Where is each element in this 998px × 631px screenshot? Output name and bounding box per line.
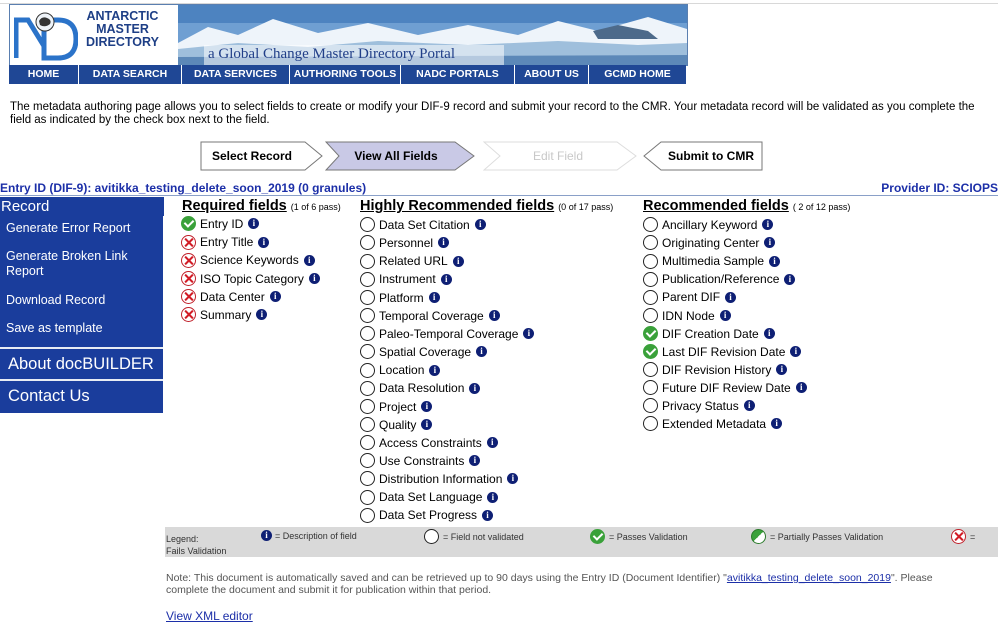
header-divider: [0, 195, 998, 196]
info-icon[interactable]: i: [720, 310, 731, 321]
sidebar-download-record[interactable]: Download Record: [6, 293, 106, 307]
field-use-constraints[interactable]: [360, 453, 480, 470]
field-parent-dif[interactable]: [643, 289, 736, 306]
info-icon[interactable]: i: [475, 219, 486, 230]
field-data-set-progress[interactable]: [360, 507, 493, 524]
field-label: Data Center: [200, 289, 265, 304]
empty-circle-icon: [360, 290, 375, 305]
field-temporal-coverage[interactable]: [360, 308, 500, 325]
field-dif-revision-history[interactable]: [643, 362, 787, 379]
legend-partial: [751, 530, 883, 545]
column-title-text: Required fields: [182, 198, 287, 214]
info-icon[interactable]: i: [421, 401, 432, 412]
field-summary[interactable]: [181, 307, 267, 324]
info-icon[interactable]: i: [438, 237, 449, 248]
info-icon[interactable]: i: [441, 274, 452, 285]
sidebar-about-docbuilder[interactable]: About docBUILDER: [8, 355, 154, 373]
info-icon[interactable]: i: [421, 419, 432, 430]
check-icon: [181, 216, 196, 231]
autosave-note: [166, 572, 976, 596]
field-label: Related URL: [379, 254, 448, 269]
empty-circle-icon: [360, 363, 375, 378]
legend-bar: [165, 527, 998, 557]
field-label: Science Keywords: [200, 253, 299, 268]
field-location[interactable]: [360, 362, 440, 379]
empty-circle-icon: [643, 416, 658, 431]
info-icon[interactable]: i: [725, 292, 736, 303]
field-distribution-information[interactable]: [360, 471, 518, 488]
field-originating-center[interactable]: [643, 235, 775, 252]
legend-text: = Field not validated: [443, 531, 524, 542]
step-label: Edit Field: [532, 149, 584, 163]
info-icon[interactable]: i: [764, 328, 775, 339]
fail-x-icon: [181, 289, 196, 304]
entry-id-heading: Entry ID (DIF-9): avitikka_testing_delete_soon_2019 (0 granules): [0, 181, 367, 195]
recommended-fields-title: [643, 198, 850, 214]
legend-passes: [590, 530, 688, 545]
provider-id: Provider ID: SCIOPS: [881, 181, 998, 195]
field-label: Last DIF Revision Date: [662, 344, 786, 359]
field-access-constraints[interactable]: [360, 435, 498, 452]
field-label: Use Constraints: [379, 453, 465, 468]
field-label: Paleo-Temporal Coverage: [379, 326, 519, 341]
field-paleo-temporal-coverage[interactable]: [360, 326, 534, 343]
info-icon[interactable]: i: [476, 346, 487, 357]
field-label: Temporal Coverage: [379, 308, 484, 323]
field-label: Privacy Status: [662, 399, 739, 413]
legend-fails-text: Fails Validation: [166, 546, 227, 556]
legend-text: =: [970, 531, 976, 542]
fail-x-icon: [181, 307, 196, 322]
portal-tagline: a Global Change Master Directory Portal: [208, 46, 456, 62]
info-icon[interactable]: i: [453, 256, 464, 267]
field-label: Quality: [379, 417, 417, 432]
info-icon[interactable]: i: [762, 219, 773, 230]
field-platform[interactable]: [360, 290, 440, 307]
field-label: Entry Title: [200, 235, 254, 250]
empty-circle-icon: [360, 453, 375, 468]
empty-circle-icon: [360, 399, 375, 414]
field-label: Access Constraints: [379, 435, 482, 450]
info-icon[interactable]: i: [769, 256, 780, 267]
field-label: Data Resolution: [379, 381, 465, 396]
field-label: DIF Creation Date: [662, 326, 759, 341]
empty-circle-icon: [360, 217, 375, 232]
intro-text: The metadata authoring page allows you to select fields to create or modify your DIF-9 record and submit your record to the CMR. Your metadata record will be validated as you complete the field as indicated by the check box next to the field.: [10, 101, 975, 126]
step-label: Select Record: [211, 149, 293, 163]
info-icon[interactable]: i: [764, 237, 775, 248]
note-text: ". Please complete the document and submit it for publication within that period.: [166, 572, 933, 596]
field-spatial-coverage[interactable]: [360, 344, 487, 361]
legend-text: = Partially Passes Validation: [770, 531, 884, 542]
empty-circle-icon: [643, 235, 658, 250]
field-label: Parent DIF: [662, 290, 721, 305]
field-dif-creation-date[interactable]: [643, 326, 775, 343]
sidebar-generate-error-report[interactable]: Generate Error Report: [6, 221, 131, 235]
field-label: Future DIF Review Date: [662, 380, 791, 395]
legend-description: [261, 531, 357, 542]
fail-x-icon: [181, 271, 196, 286]
info-icon[interactable]: i: [469, 455, 480, 466]
empty-circle-icon: [643, 362, 658, 377]
info-icon[interactable]: i: [487, 492, 498, 503]
partial-check-icon: [751, 529, 766, 544]
step-label: Submit to CMR: [668, 149, 754, 163]
empty-circle-icon: [360, 235, 375, 250]
site-banner: [9, 4, 688, 66]
column-title-text: Highly Recommended fields: [360, 198, 555, 214]
field-quality[interactable]: [360, 417, 432, 434]
field-project[interactable]: [360, 399, 432, 416]
info-icon[interactable]: i: [487, 437, 498, 448]
field-multimedia-sample[interactable]: [643, 253, 780, 270]
empty-circle-icon: [643, 290, 658, 305]
field-entry-title[interactable]: [181, 234, 269, 251]
fail-x-icon: [951, 529, 966, 544]
sidebar-divider: [0, 379, 163, 381]
amd-logo-mark: [14, 10, 78, 62]
nav-authoring-tools[interactable]: AUTHORING TOOLS: [290, 65, 401, 84]
info-icon[interactable]: i: [429, 292, 440, 303]
field-label: Originating Center: [662, 236, 760, 251]
legend-fails: [951, 530, 975, 545]
field-personnel[interactable]: [360, 235, 449, 252]
empty-circle-icon: [360, 308, 375, 323]
field-label: Entry ID: [200, 217, 244, 231]
field-ancillary-keyword[interactable]: [643, 217, 773, 234]
field-label: ISO Topic Category: [200, 271, 304, 286]
field-label: Instrument: [379, 272, 436, 287]
legend-text: = Description of field: [275, 531, 357, 541]
empty-circle-icon: [360, 471, 375, 486]
info-icon[interactable]: i: [469, 383, 480, 394]
field-data-center[interactable]: [181, 289, 281, 306]
info-icon[interactable]: i: [429, 365, 440, 376]
field-label: DIF Revision History: [662, 362, 772, 377]
field-extended-metadata[interactable]: [643, 416, 782, 433]
field-privacy-status[interactable]: [643, 398, 755, 415]
empty-circle-icon: [643, 398, 658, 413]
info-icon[interactable]: i: [489, 310, 500, 321]
sidebar-save-as-template[interactable]: Save as template: [6, 321, 103, 335]
empty-circle-icon: [360, 417, 375, 432]
entry-id-link[interactable]: avitikka_testing_delete_soon_2019: [726, 572, 891, 584]
info-icon[interactable]: i: [771, 418, 782, 429]
check-icon: [590, 529, 605, 544]
field-label: Extended Metadata: [662, 417, 767, 432]
empty-circle-icon: [424, 529, 439, 544]
empty-circle-icon: [643, 308, 658, 323]
info-icon: i: [261, 530, 272, 541]
step-view-all-fields[interactable]: [325, 141, 475, 171]
nav-data-search[interactable]: DATA SEARCH: [79, 65, 182, 84]
sidebar-heading-record: Record: [0, 197, 164, 216]
sidebar: [0, 197, 163, 413]
info-icon[interactable]: i: [507, 473, 518, 484]
field-label: Distribution Information: [379, 472, 503, 487]
empty-circle-icon: [643, 254, 658, 269]
legend-text: = Passes Validation: [609, 531, 688, 542]
recommended-fields-count: ( 2 of 12 pass): [792, 202, 851, 212]
info-icon[interactable]: i: [309, 273, 320, 284]
field-related-url[interactable]: [360, 253, 464, 270]
info-icon[interactable]: i: [256, 309, 267, 320]
field-label: IDN Node: [662, 308, 715, 323]
field-label: Project: [379, 399, 417, 414]
empty-circle-icon: [643, 217, 658, 232]
check-icon: [643, 344, 658, 359]
field-label: Platform: [379, 290, 424, 305]
field-future-dif-review-date[interactable]: [643, 380, 807, 397]
field-label: Multimedia Sample: [662, 254, 765, 269]
view-xml-editor-link[interactable]: View XML editor: [166, 609, 253, 623]
nav-about-us[interactable]: ABOUT US: [515, 65, 589, 84]
empty-circle-icon: [360, 344, 375, 359]
highly-recommended-fields-title: [360, 198, 613, 214]
step-select-record[interactable]: [200, 141, 323, 171]
required-fields-count: (1 of 6 pass): [290, 202, 341, 212]
empty-circle-icon: [643, 380, 658, 395]
field-science-keywords[interactable]: [181, 252, 315, 269]
check-icon: [643, 326, 658, 341]
field-data-set-citation[interactable]: [360, 217, 486, 234]
empty-circle-icon: [360, 508, 375, 523]
required-fields-title: [182, 198, 341, 214]
step-submit-to-cmr[interactable]: [643, 141, 763, 171]
empty-circle-icon: [360, 490, 375, 505]
fail-x-icon: [181, 235, 196, 250]
legend-label: Legend:: [166, 534, 199, 544]
field-data-set-language[interactable]: [360, 489, 498, 506]
info-icon[interactable]: i: [304, 255, 315, 266]
field-label: Data Set Progress: [379, 508, 478, 523]
empty-circle-icon: [643, 272, 658, 287]
sidebar-contact-us[interactable]: Contact Us: [8, 387, 90, 405]
step-label: View All Fields: [354, 149, 438, 163]
info-icon[interactable]: i: [270, 291, 281, 302]
field-label: Summary: [200, 308, 252, 322]
sidebar-generate-broken-link-report[interactable]: Generate Broken Link Report: [6, 249, 128, 278]
logo-text: ANTARCTIC MASTER DIRECTORY: [86, 9, 159, 49]
info-icon[interactable]: i: [776, 364, 787, 375]
info-icon[interactable]: i: [482, 510, 493, 521]
info-icon[interactable]: i: [258, 237, 269, 248]
nav-data-services[interactable]: DATA SERVICES: [182, 65, 290, 84]
empty-circle-icon: [360, 435, 375, 450]
field-label: Ancillary Keyword: [662, 218, 758, 232]
field-last-dif-revision-date[interactable]: [643, 344, 801, 361]
legend-not-validated: [424, 530, 524, 545]
step-edit-field: [483, 141, 637, 171]
info-icon[interactable]: i: [523, 328, 534, 339]
field-label: Personnel: [379, 236, 434, 251]
nav-nadc-portals[interactable]: NADC PORTALS: [401, 65, 515, 84]
empty-circle-icon: [360, 326, 375, 341]
info-icon[interactable]: i: [784, 274, 795, 285]
note-text: Note: This document is automatically saved and can be retrieved up to 90 days using the Entry ID (Document Identifier) ": [166, 572, 727, 584]
main-nav: [9, 65, 686, 84]
empty-circle-icon: [360, 272, 375, 287]
info-icon[interactable]: i: [248, 218, 259, 229]
info-icon[interactable]: i: [796, 382, 807, 393]
field-label: Location: [379, 363, 425, 378]
nav-gcmd-home[interactable]: GCMD HOME: [604, 68, 671, 80]
highly-recommended-fields-count: (0 of 17 pass): [558, 202, 614, 212]
field-label: Data Set Citation: [379, 218, 470, 232]
field-label: Data Set Language: [379, 490, 483, 505]
nav-home[interactable]: HOME: [9, 65, 79, 84]
field-iso-topic-category[interactable]: [181, 271, 320, 288]
field-entry-id[interactable]: [181, 216, 259, 233]
info-icon[interactable]: i: [790, 346, 801, 357]
field-publication-reference[interactable]: [643, 271, 795, 288]
field-data-resolution[interactable]: [360, 380, 480, 397]
info-icon[interactable]: i: [744, 400, 755, 411]
sidebar-divider: [0, 347, 163, 349]
empty-circle-icon: [360, 381, 375, 396]
amd-logo[interactable]: [10, 5, 180, 65]
empty-circle-icon: [360, 254, 375, 269]
field-idn-node[interactable]: [643, 308, 731, 325]
fail-x-icon: [181, 253, 196, 268]
field-label: Publication/Reference: [662, 272, 780, 287]
column-title-text: Recommended fields: [643, 198, 789, 214]
field-label: Spatial Coverage: [379, 345, 472, 360]
field-instrument[interactable]: [360, 271, 452, 288]
